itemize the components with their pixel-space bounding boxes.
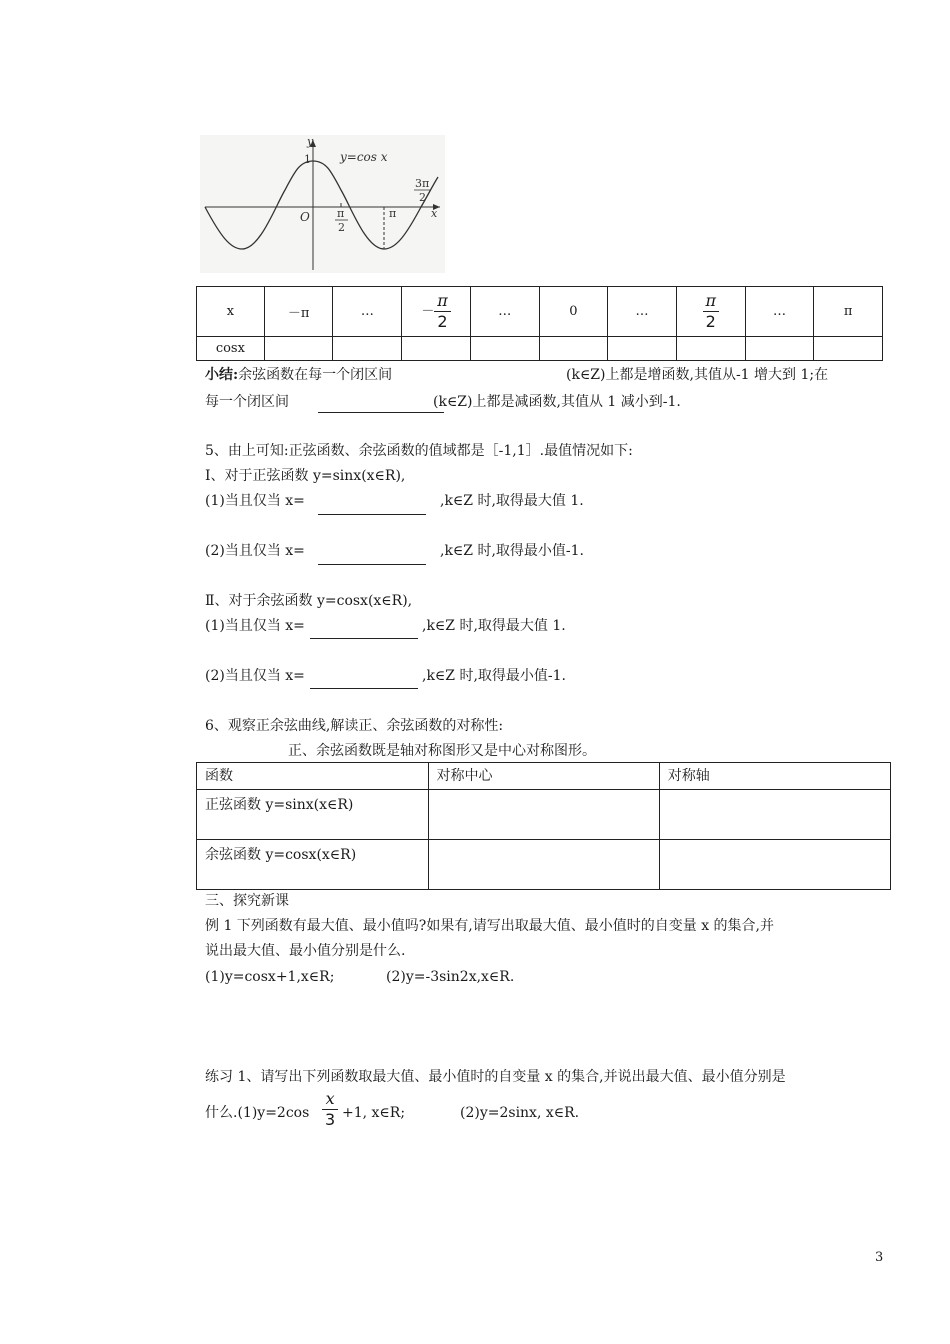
answer-blank[interactable] [318,514,426,515]
sec6-heading: 6、观察正余弦曲线,解读正、余弦函数的对称性: [205,718,504,734]
fraction-denominator: 2 [434,311,450,330]
table-header: 对称轴 [659,763,890,790]
neg-sign: － [421,304,435,319]
example1-line2: 说出最大值、最小值分别是什么. [205,943,406,959]
table-cell: 正弦函数 y=sinx(x∈R) [197,790,429,840]
pi-half-den: 2 [338,221,345,234]
three-pi-half-num: 3π [415,177,430,190]
table-row [197,763,891,790]
sec5-p2-max-post: ,k∈Z 时,取得最大值 1. [422,618,566,634]
fraction-numerator: x [325,1089,335,1108]
table-cell: … [470,287,539,337]
page-number: 3 [875,1250,884,1265]
answer-cell[interactable] [659,840,890,890]
answer-cell[interactable] [428,790,659,840]
cos-value-table [196,286,883,361]
summary-line-2 [205,392,289,412]
summary-text: 余弦函数在每一个闭区间 [238,367,393,383]
sec5-p1-max-pre: (1)当且仅当 x= [205,493,305,509]
summary-line-2b [433,392,681,412]
sec5-p2-min-post: ,k∈Z 时,取得最小值-1. [422,668,567,684]
curve-label: y=cos x [340,150,388,164]
neg-pi-half-fraction [434,293,450,330]
example1-q2: (2)y=-3sin2x,x∈R. [386,969,515,985]
sec5-heading: 5、由上可知:正弦函数、余弦函数的值域都是［-1,1］.最值情况如下: [205,443,633,459]
practice1-q2: (2)y=2sinx, x∈R. [460,1105,580,1121]
answer-blank[interactable] [310,638,418,639]
table-cell-neg-pi-half [402,287,471,337]
table-cell: … [745,287,814,337]
sec3-heading: 三、探究新课 [205,893,289,909]
sec5-p1-min-pre: (2)当且仅当 x= [205,543,305,559]
sec5-part2-title: Ⅱ、对于余弦函数 y=cosx(x∈R), [205,593,413,609]
sec5-part1-title: Ⅰ、对于正弦函数 y=sinx(x∈R), [205,468,406,484]
summary-label: 小结: [205,367,239,383]
sec5-p1-min-post: ,k∈Z 时,取得最小值-1. [440,543,585,559]
practice1-q1-post: +1, x∈R; [342,1105,406,1121]
table-row [197,790,891,840]
table-cell: x [197,287,265,337]
answer-blank[interactable] [318,564,426,565]
pi-half-fraction [703,293,719,330]
three-pi-half-den: 2 [419,191,426,204]
summary-text: 每一个闭区间 [205,394,289,410]
sec5-p2-max-pre: (1)当且仅当 x= [205,618,305,634]
summary-text: (k∈Z)上都是增函数,其值从-1 增大到 1;在 [566,367,829,383]
answer-cell[interactable] [659,790,890,840]
table-cell: －π [264,287,333,337]
example1-q1: (1)y=cosx+1,x∈R; [205,969,335,985]
symmetry-table [196,762,891,890]
sec6-sub: 正、余弦函数既是轴对称图形又是中心对称图形。 [288,743,596,759]
table-row [197,287,883,337]
sec5-p2-min-pre: (2)当且仅当 x= [205,668,305,684]
sec5-p1-max-post: ,k∈Z 时,取得最大值 1. [440,493,584,509]
practice1-fraction [322,1091,338,1128]
cosine-graph-svg [200,135,445,273]
answer-cell[interactable] [428,840,659,890]
table-cell: 0 [539,287,608,337]
cosine-graph [200,135,445,273]
x-axis-label: x [431,207,438,220]
practice1-line1: 练习 1、请写出下列函数取最大值、最小值时的自变量 x 的集合,并说出最大值、最小值分别是 [205,1069,786,1085]
fraction-numerator: π [437,291,448,310]
y-axis-label: y [307,135,314,148]
answer-blank[interactable] [318,412,444,413]
y-one-label: 1 [304,153,311,166]
pi-label: π [389,207,397,220]
table-cell-pi-half [676,287,745,337]
pi-half-num: π [337,207,345,220]
table-cell: … [608,287,677,337]
table-cell: π [814,287,883,337]
table-header: 函数 [197,763,429,790]
summary-line-1b [566,365,828,385]
table-cell: … [333,287,402,337]
table-header: 对称中心 [428,763,659,790]
fraction-denominator: 2 [703,311,719,330]
table-cell: cosx [197,337,265,361]
table-cell: 余弦函数 y=cosx(x∈R) [197,840,429,890]
table-row [197,840,891,890]
fraction-denominator: 3 [322,1109,338,1128]
answer-blank[interactable] [310,688,418,689]
origin-label: O [300,210,310,224]
summary-text: (k∈Z)上都是减函数,其值从 1 减小到-1. [433,394,681,410]
practice1-q1-pre: 什么.(1)y=2cos [205,1105,310,1121]
example1-line1: 例 1 下列函数有最大值、最小值吗?如果有,请写出取最大值、最小值时的自变量 x 的集合,并 [205,918,775,934]
summary-line-1 [205,365,392,385]
fraction-numerator: π [705,291,716,310]
table-row [197,337,883,361]
